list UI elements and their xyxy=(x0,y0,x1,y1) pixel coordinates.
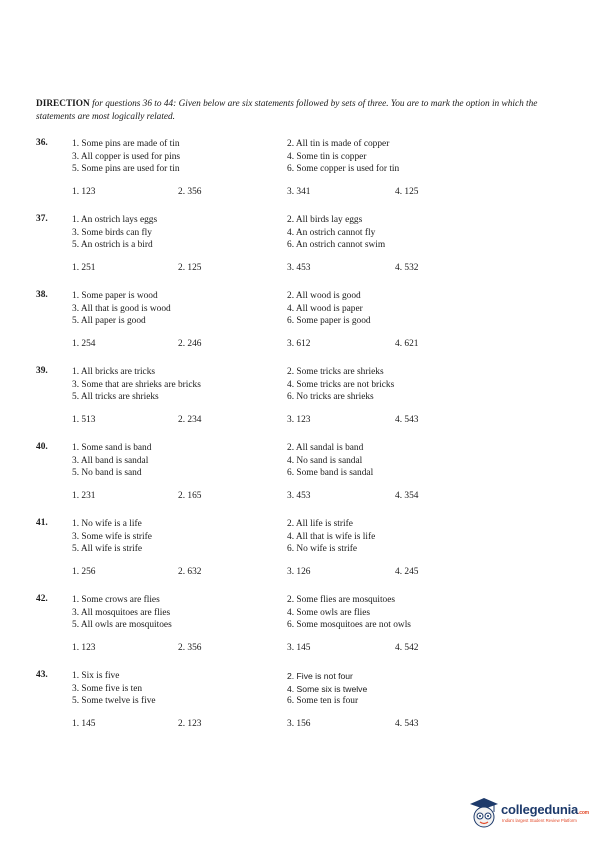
statement: 4. Some tricks are not bricks xyxy=(287,379,395,390)
logo-name: collegedunia xyxy=(501,802,579,817)
statement: 1. Six is five xyxy=(72,671,120,681)
answer-option: 3. 453 xyxy=(287,263,311,273)
answer-option: 1. 251 xyxy=(72,263,96,273)
statement: 4. An ostrich cannot fly xyxy=(287,227,376,238)
answer-option: 2. 356 xyxy=(178,187,202,197)
answer-option: 2. 632 xyxy=(178,567,202,577)
statement: 2. Five is not four xyxy=(287,671,353,681)
statement: 6. No tricks are shrieks xyxy=(287,392,374,403)
question-number: 37. xyxy=(36,214,48,224)
statements-right-column xyxy=(287,138,399,176)
statement: 3. Some birds can fly xyxy=(72,227,152,238)
statement: 6. Some band is sandal xyxy=(287,468,374,479)
statement: 5. Some twelve is five xyxy=(72,696,156,707)
answer-option: 1. 123 xyxy=(72,187,96,197)
answer-option: 3. 126 xyxy=(287,567,311,577)
answer-option: 3. 341 xyxy=(287,187,311,197)
statements-right-column xyxy=(287,670,367,708)
statement: 5. No band is sand xyxy=(72,468,142,479)
statement: 2. All birds lay eggs xyxy=(287,215,363,225)
statements-right-column xyxy=(287,214,385,252)
statement: 6. Some paper is good xyxy=(287,316,371,327)
answer-option: 1. 254 xyxy=(72,339,96,349)
question-number: 40. xyxy=(36,442,48,452)
answer-option: 3. 156 xyxy=(287,719,311,729)
answer-option: 1. 123 xyxy=(72,643,96,653)
statements-left-column xyxy=(72,366,201,404)
answer-option: 4. 621 xyxy=(395,339,419,349)
statements-left-column xyxy=(72,290,171,328)
answer-option: 1. 145 xyxy=(72,719,96,729)
answer-option: 3. 453 xyxy=(287,491,311,501)
statement: 5. All wife is strife xyxy=(72,544,143,555)
answer-option: 4. 543 xyxy=(395,719,419,729)
statement: 3. Some wife is strife xyxy=(72,531,152,542)
statement: 5. All tricks are shrieks xyxy=(72,392,159,403)
statement: 3. All band is sandal xyxy=(72,455,149,466)
question-number: 41. xyxy=(36,518,48,528)
statements-left-column xyxy=(72,138,180,176)
answer-option: 4. 532 xyxy=(395,263,419,273)
statement: 4. All wood is paper xyxy=(287,303,363,314)
statement: 1. No wife is a life xyxy=(72,519,142,529)
answer-option: 1. 256 xyxy=(72,567,96,577)
statement: 5. An ostrich is a bird xyxy=(72,240,153,251)
statement: 5. All owls are mosquitoes xyxy=(72,620,172,631)
statement: 2. All wood is good xyxy=(287,291,361,301)
statement: 2. All life is strife xyxy=(287,519,353,529)
answer-option: 3. 612 xyxy=(287,339,311,349)
statement: 3. All that is good is wood xyxy=(72,303,171,314)
statement: 2. All sandal is band xyxy=(287,443,364,453)
statement: 3. All copper is used for pins xyxy=(72,151,181,162)
statements-left-column xyxy=(72,594,172,632)
statements-left-column xyxy=(72,442,151,480)
statement: 2. All tin is made of copper xyxy=(287,139,390,149)
statements-right-column xyxy=(287,594,411,632)
statement: 3. All mosquitoes are flies xyxy=(72,607,171,618)
statements-left-column xyxy=(72,214,157,252)
statement: 4. All that is wife is life xyxy=(287,531,376,542)
answer-option: 4. 245 xyxy=(395,567,419,577)
question-number: 43. xyxy=(36,670,48,680)
statement: 4. No sand is sandal xyxy=(287,455,363,466)
statement: 1. Some paper is wood xyxy=(72,291,158,301)
statements-left-column xyxy=(72,670,156,708)
answer-option: 3. 145 xyxy=(287,643,311,653)
statement: 1. An ostrich lays eggs xyxy=(72,215,158,225)
answer-option: 4. 543 xyxy=(395,415,419,425)
direction-heading: DIRECTION xyxy=(36,99,90,109)
statements-right-column xyxy=(287,442,373,480)
statement: 4. Some six is twelve xyxy=(287,683,368,694)
answer-option: 3. 123 xyxy=(287,415,311,425)
statements-right-column xyxy=(287,290,371,328)
answer-option: 2. 165 xyxy=(178,491,202,501)
statement: 5. Some pins are used for tin xyxy=(72,164,180,175)
statement: 4. Some owls are flies xyxy=(287,607,371,618)
statement: 2. Some flies are mosquitoes xyxy=(287,595,396,605)
direction-text: for questions 36 to 44: Given below are six statements followed by sets of three. You are to mark the option in which the statements are most logically related. xyxy=(36,99,538,122)
statement: 3. Some that are shrieks are bricks xyxy=(72,379,201,390)
direction-paragraph xyxy=(36,98,546,124)
statement: 6. An ostrich cannot swim xyxy=(287,240,386,251)
statement: 1. Some pins are made of tin xyxy=(72,139,180,149)
statement: 1. All bricks are tricks xyxy=(72,367,156,377)
question-number: 38. xyxy=(36,290,48,300)
statement: 6. Some mosquitoes are not owls xyxy=(287,620,411,631)
question-number: 39. xyxy=(36,366,48,376)
answer-option: 2. 234 xyxy=(178,415,202,425)
answer-option: 2. 246 xyxy=(178,339,202,349)
statement: 5. All paper is good xyxy=(72,316,146,327)
answer-option: 4. 542 xyxy=(395,643,419,653)
statement: 4. Some tin is copper xyxy=(287,151,367,162)
answer-option: 1. 231 xyxy=(72,491,96,501)
logo-domain: .com xyxy=(578,810,589,816)
logo-tagline: India's largest Student Review Platform xyxy=(502,818,577,823)
statement: 6. Some ten is four xyxy=(287,696,359,707)
answer-option: 2. 123 xyxy=(178,719,202,729)
statement: 3. Some five is ten xyxy=(72,683,143,694)
statement: 6. Some copper is used for tin xyxy=(287,164,400,175)
statements-left-column xyxy=(72,518,152,556)
mascot-icon xyxy=(469,797,499,831)
statements-right-column xyxy=(287,518,375,556)
answer-option: 2. 125 xyxy=(178,263,202,273)
question-number: 36. xyxy=(36,138,48,148)
statement: 1. Some sand is band xyxy=(72,443,152,453)
statement: 6. No wife is strife xyxy=(287,544,358,555)
question-number: 42. xyxy=(36,594,48,604)
answer-option: 2. 356 xyxy=(178,643,202,653)
answer-option: 1. 513 xyxy=(72,415,96,425)
statement: 2. Some tricks are shrieks xyxy=(287,367,384,377)
collegedunia-logo xyxy=(469,797,587,831)
answer-option: 4. 125 xyxy=(395,187,419,197)
answer-option: 4. 354 xyxy=(395,491,419,501)
statements-right-column xyxy=(287,366,394,404)
statement: 1. Some crows are flies xyxy=(72,595,160,605)
